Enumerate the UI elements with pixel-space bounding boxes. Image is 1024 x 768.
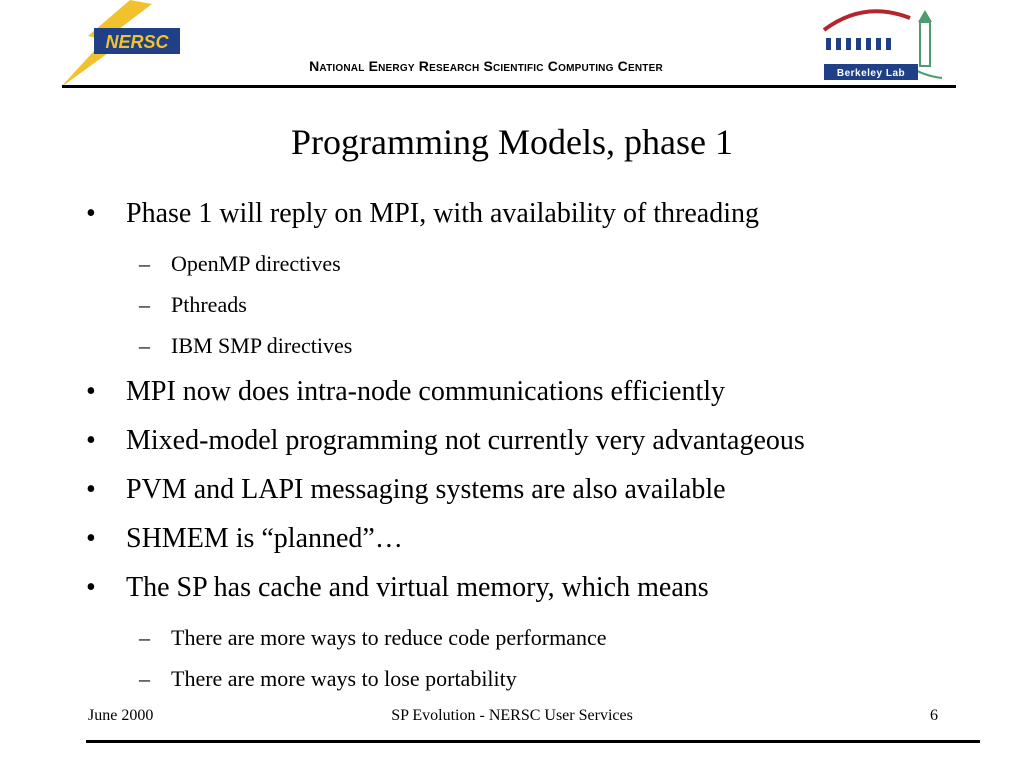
sub-bullet-item [86, 284, 1006, 325]
sub-bullet-item [86, 658, 1006, 699]
bullet-marker: • [86, 572, 96, 603]
sub-bullet-item [86, 325, 1006, 366]
footer-date: June 2000 [88, 707, 154, 724]
organization-name: National Energy Research Scientific Computing Center [309, 58, 663, 74]
sub-bullet-text: Pthreads [171, 292, 247, 317]
dash-marker: – [139, 625, 150, 650]
bullet-item [86, 194, 1006, 234]
bullet-item [86, 519, 1006, 559]
sub-bullet-item [86, 243, 1006, 284]
bullet-marker: • [86, 198, 96, 229]
page-number: 6 [930, 707, 938, 724]
dash-marker: – [139, 666, 150, 691]
bullet-text: Phase 1 will reply on MPI, with availability of threading [126, 198, 760, 229]
bullet-text: MPI now does intra-node communications efficiently [126, 376, 726, 407]
bullet-item [86, 470, 1006, 510]
bullet-list [86, 194, 1006, 705]
bullet-marker: • [86, 474, 96, 505]
slide-title: Programming Models, phase 1 [291, 122, 733, 162]
nersc-logo [30, 0, 185, 90]
berkeley-lab-logo [812, 4, 944, 82]
footer-title: SP Evolution - NERSC User Services [391, 707, 633, 724]
sub-bullet-text: There are more ways to reduce code performance [171, 625, 607, 650]
bullet-marker: • [86, 425, 96, 456]
bullet-marker: • [86, 523, 96, 554]
bullet-item [86, 568, 1006, 608]
sub-bullet-list [86, 617, 1006, 699]
bullet-item [86, 372, 1006, 412]
bullet-marker: • [86, 376, 96, 407]
sub-bullet-item [86, 617, 1006, 658]
header-divider [62, 85, 956, 88]
dash-marker: – [139, 292, 150, 317]
lbl-building-marks [826, 38, 891, 50]
sub-bullet-text: There are more ways to lose portability [171, 666, 517, 691]
bullet-text: PVM and LAPI messaging systems are also available [126, 474, 726, 505]
sub-bullet-list [86, 243, 1006, 366]
dash-marker: – [139, 333, 150, 358]
footer-divider [86, 740, 980, 743]
bullet-text: Mixed-model programming not currently very advantageous [126, 425, 805, 456]
bullet-item [86, 421, 1006, 461]
lbl-logo-text: Berkeley Lab [836, 68, 906, 79]
dash-marker: – [139, 251, 150, 276]
bullet-text: The SP has cache and virtual memory, which means [126, 572, 709, 603]
nersc-logo-text: NERSC [105, 32, 169, 52]
lbl-arc [824, 11, 910, 30]
sub-bullet-text: OpenMP directives [171, 251, 341, 276]
sub-bullet-text: IBM SMP directives [171, 333, 353, 358]
bullet-text: SHMEM is “planned”… [126, 523, 403, 554]
